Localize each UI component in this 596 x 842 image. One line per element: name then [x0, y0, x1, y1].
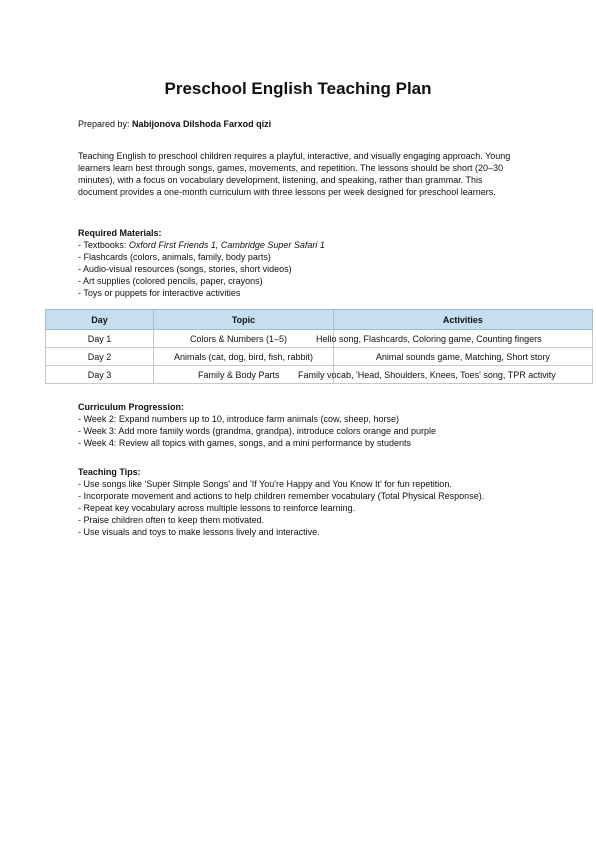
materials-item-textbooks — [78, 239, 325, 251]
table-header-row — [46, 310, 593, 330]
activities-text: Hello song, Flashcards, Coloring game, Counting fingers — [316, 333, 542, 344]
materials-item: - Art supplies (colored pencils, paper, crayons) — [78, 276, 263, 286]
activities-text: Family vocab, 'Head, Shoulders, Knees, Toes' song, TPR activity — [298, 369, 556, 380]
tips-item: - Use visuals and toys to make lessons lively and interactive. — [78, 527, 320, 537]
header-day: Day — [46, 310, 154, 330]
document-title: Preschool English Teaching Plan — [164, 79, 432, 98]
author-name: Nabijonova Dilshoda Farxod qizi — [132, 119, 272, 129]
tips-heading: Teaching Tips: — [78, 467, 141, 477]
prepared-by-line — [78, 119, 271, 129]
table-row — [46, 366, 593, 384]
tips-item: - Repeat key vocabulary across multiple lessons to reinforce learning. — [78, 503, 356, 513]
progression-item: - Week 4: Review all topics with games, songs, and a mini performance by students — [78, 438, 411, 448]
topic-cell: Family & Body Parts — [154, 366, 334, 384]
intro-paragraph: Teaching English to preschool children requires a playful, interactive, and visually engaging approach. Young learners learn best through songs, games, movements, and repetition. The lessons should be short (20–30 minutes), with a focus on vocabulary development, listening, and speaking, rather than grammar. This document provides a one-month curriculum with three lessons per week designed for preschool learners. — [78, 151, 511, 197]
prepared-by-label: Prepared by: — [78, 119, 130, 129]
day-cell: Day 2 — [46, 348, 154, 366]
activities-cell: Animal sounds game, Matching, Short story — [334, 348, 593, 366]
header-activities: Activities — [334, 310, 593, 330]
tips-item: - Incorporate movement and actions to help children remember vocabulary (Total Physical Response). — [78, 491, 485, 501]
header-topic: Topic — [154, 310, 334, 330]
materials-item: - Toys or puppets for interactive activities — [78, 288, 241, 298]
textbook-titles: Oxford First Friends 1, Cambridge Super Safari 1 — [128, 240, 325, 250]
progression-heading: Curriculum Progression: — [78, 402, 185, 412]
materials-section — [78, 227, 325, 299]
progression-item: - Week 2: Expand numbers up to 10, introduce farm animals (cow, sheep, horse) — [78, 414, 399, 424]
day-cell: Day 1 — [46, 330, 154, 348]
table-row — [46, 330, 593, 348]
table-row — [46, 348, 593, 366]
day-cell: Day 3 — [46, 366, 154, 384]
tips-item: - Praise children often to keep them motivated. — [78, 515, 265, 525]
materials-heading: Required Materials: — [78, 228, 162, 238]
activities-cell — [316, 330, 593, 348]
topic-cell: Colors & Numbers (1–5) — [154, 330, 334, 348]
tips-section — [78, 466, 498, 538]
materials-item: - Flashcards (colors, animals, family, body parts) — [78, 252, 271, 262]
progression-item: - Week 3: Add more family words (grandma, grandpa), introduce colors orange and purple — [78, 426, 437, 436]
lesson-plan-table — [45, 309, 593, 384]
topic-cell: Animals (cat, dog, bird, fish, rabbit) — [154, 348, 334, 366]
tips-item: - Use songs like 'Super Simple Songs' and 'If You're Happy and You Know It' for fun repetition. — [78, 479, 452, 489]
activities-cell — [298, 366, 593, 384]
progression-section — [78, 401, 436, 449]
textbooks-prefix: - Textbooks: — [78, 240, 129, 250]
materials-item: - Audio-visual resources (songs, stories, short videos) — [78, 264, 292, 274]
